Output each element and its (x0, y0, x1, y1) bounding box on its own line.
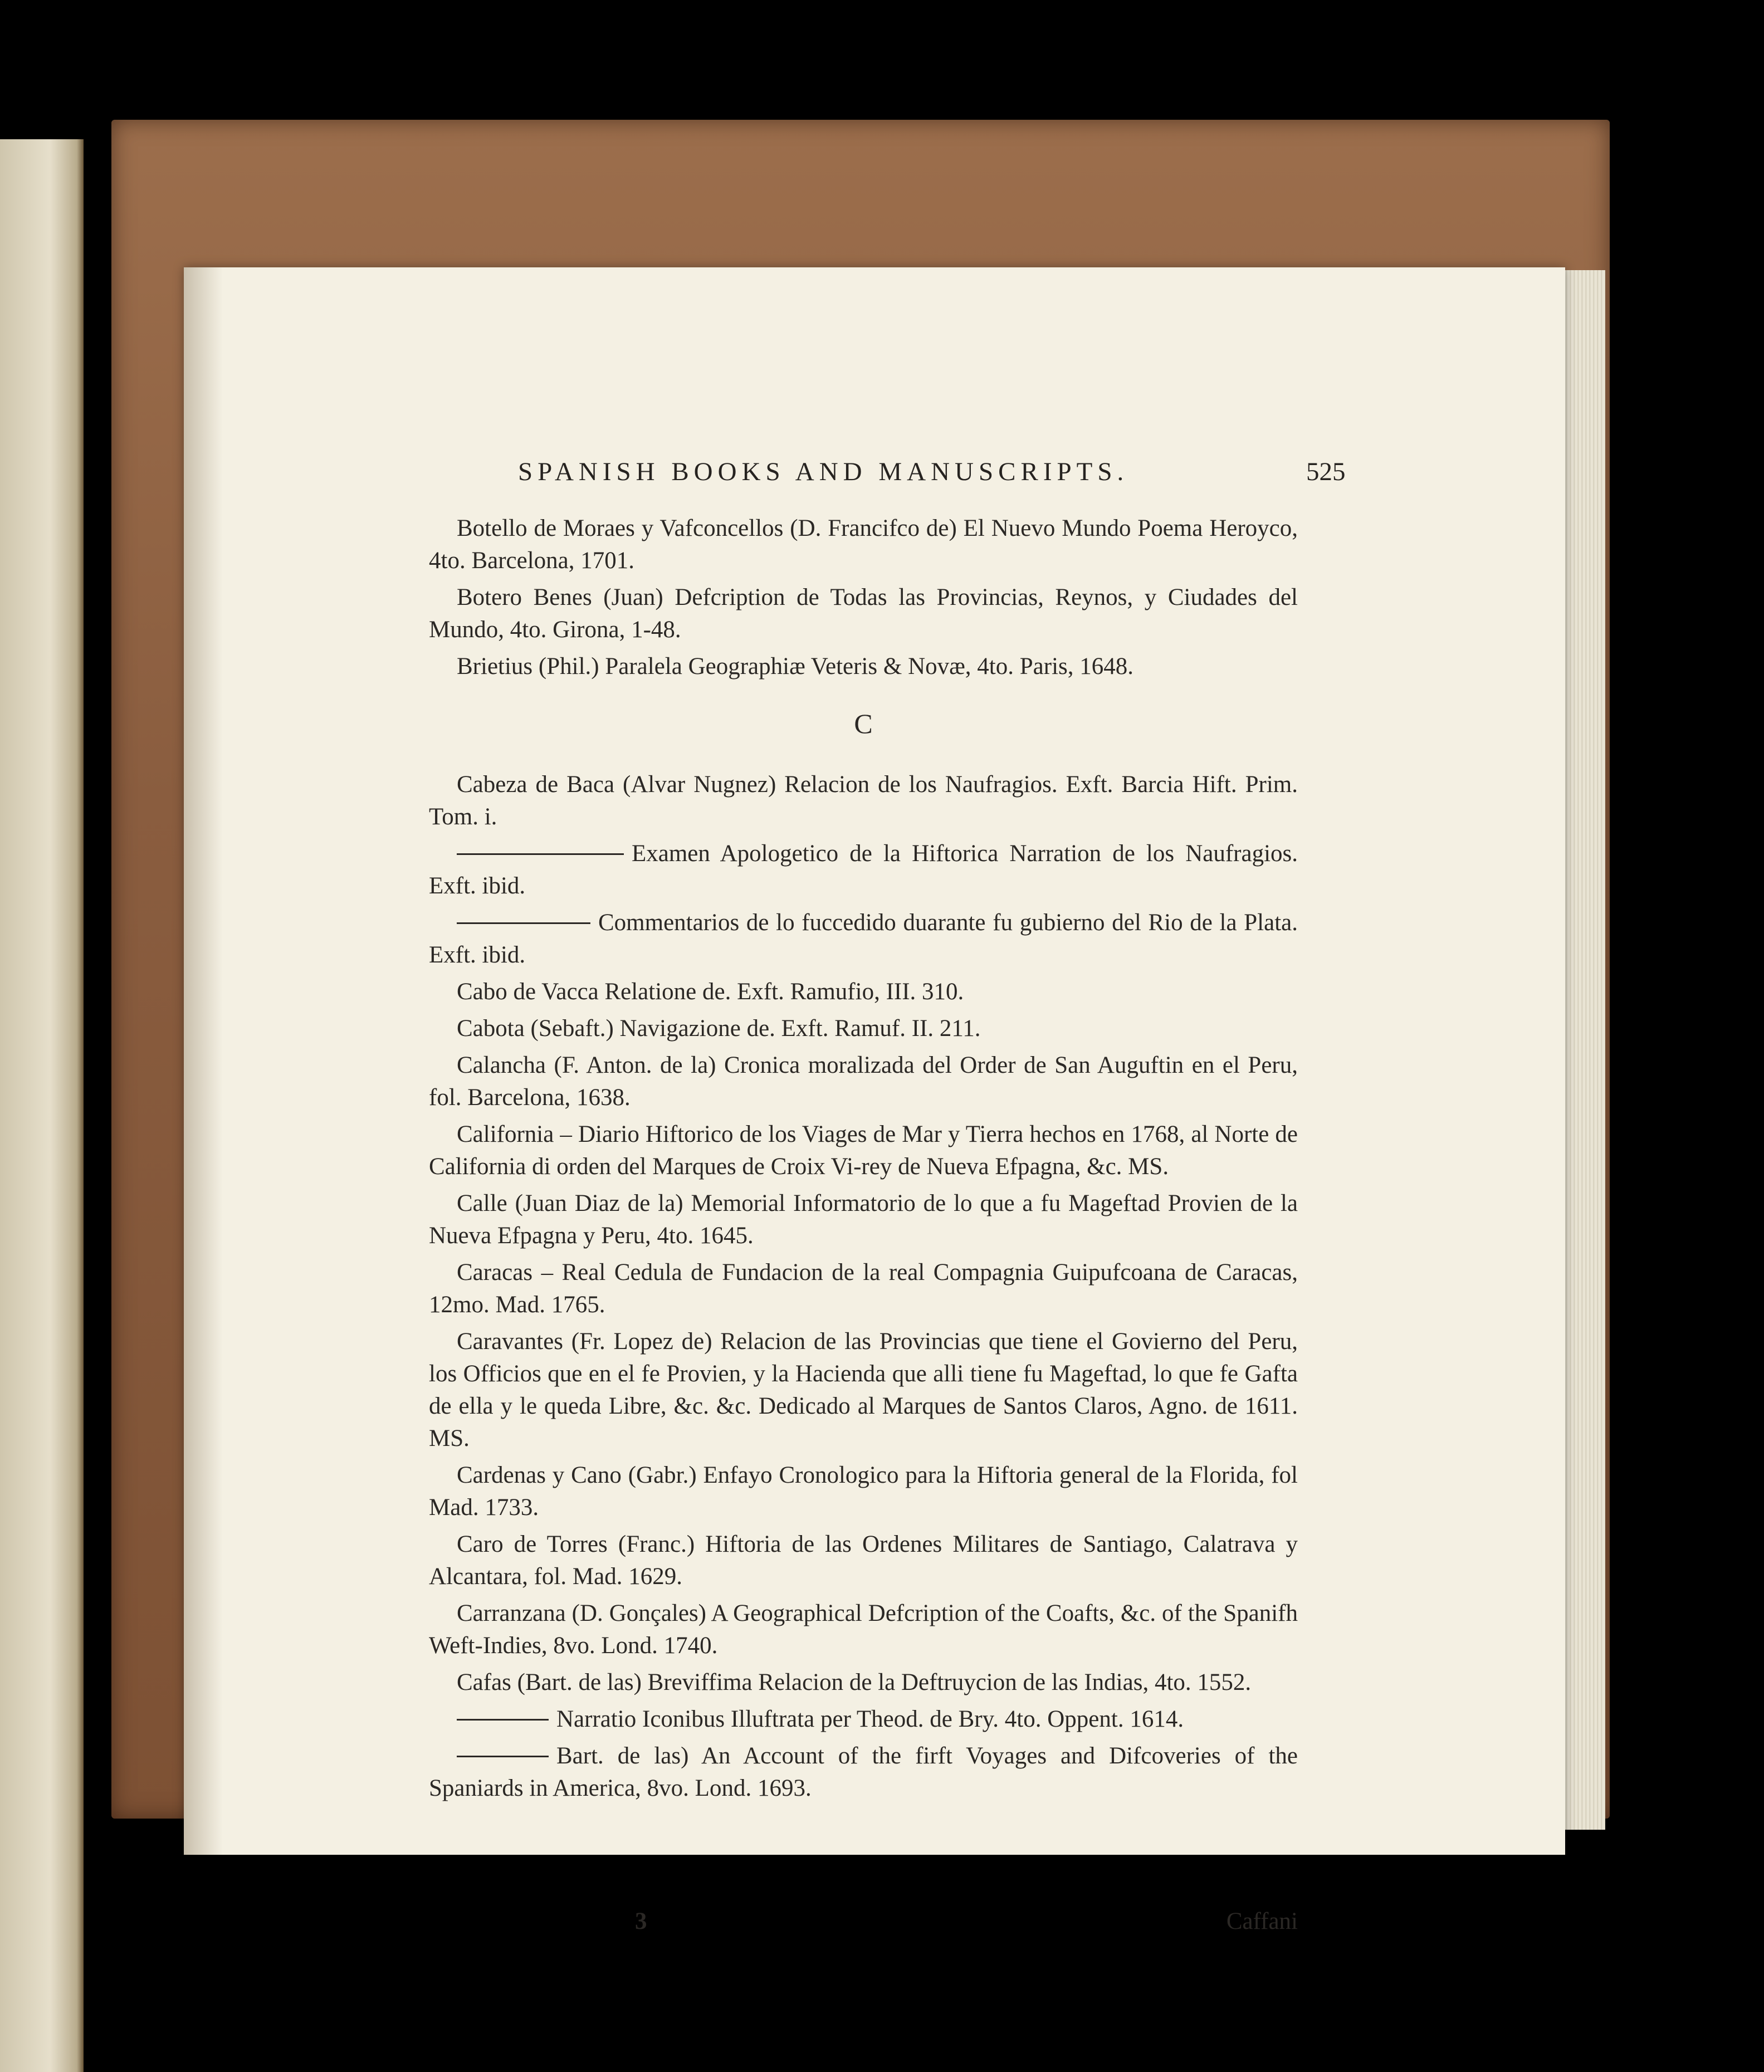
bibliography-entry (429, 769, 1298, 833)
ditto-dash (457, 1719, 549, 1721)
entries-b (429, 512, 1298, 683)
catchword: Caffani (1226, 1908, 1298, 1934)
entry-text: Carranzana (D. Gonçales) A Geographical Defcription of the Coafts, &c. of the Spanifh Weft-Indies, 8vo. Lond. 1740. (429, 1600, 1298, 1659)
signature-mark: 3 (635, 1908, 647, 1934)
page-header (184, 457, 1565, 507)
entry-text: Calancha (F. Anton. de la) Cronica moralizada del Order de San Auguftin en el Peru, fol. Barcelona, 1638. (429, 1052, 1298, 1111)
entry-text: Cardenas y Cano (Gabr.) Enfayo Cronologico para la Hiftoria general de la Florida, fol Mad. 1733. (429, 1462, 1298, 1521)
bibliography-subentry (429, 838, 1298, 902)
bibliography-entry (429, 1326, 1298, 1455)
ditto-dash (457, 853, 624, 855)
entry-text: Cafas (Bart. de las) Breviffima Relacion de la Deftruycion de las Indias, 4to. 1552. (457, 1669, 1252, 1695)
bibliography-entry (429, 1257, 1298, 1321)
bibliography-entry: Botero Benes (Juan) Defcription de Todas las Provincias, Reynos, y Ciudades del Mundo, 4to. Girona, 1-48. (429, 584, 1298, 643)
bibliography-entry (429, 1667, 1298, 1699)
entry-text: California – Diario Hiftorico de los Viages de Mar y Tierra hechos en 1768, al Norte de California di orden del Marques de Croix Vi-rey de Nueva Efpagna, &c. MS. (429, 1121, 1298, 1180)
book-page (184, 267, 1565, 1934)
bibliography-entry: Botello de Moraes y Vafconcellos (D. Francifco de) El Nuevo Mundo Poema Heroyco, 4to. Barcelona, 1701. (429, 515, 1298, 574)
bibliography-entry (429, 1528, 1298, 1593)
entry-text: Caro de Torres (Franc.) Hiftoria de las Ordenes Militares de Santiago, Calatrava y Alcantara, fol. Mad. 1629. (429, 1531, 1298, 1590)
bibliography-entry (429, 1459, 1298, 1524)
book-cover (111, 120, 1610, 1934)
page-footer (429, 1908, 1298, 1941)
bibliography-subentry (429, 907, 1298, 971)
bibliography-entry (429, 1049, 1298, 1114)
entry-text: Commentarios de lo fuccedido duarante fu gubierno del Rio de la Plata. Exft. ibid. (429, 910, 1298, 968)
bibliography-entry (429, 976, 1298, 1008)
running-title: SPANISH BOOKS AND MANUSCRIPTS. (518, 457, 1129, 486)
bibliography-entry (429, 1597, 1298, 1662)
bibliography-entry (429, 1118, 1298, 1183)
entry-text: Cabeza de Baca (Alvar Nugnez) Relacion de los Naufragios. Exft. Barcia Hift. Prim. Tom. i. (429, 771, 1298, 830)
bibliography-subentry (429, 1703, 1298, 1736)
ditto-dash (457, 1756, 549, 1757)
left-page-edge (0, 139, 84, 2072)
page-number: 525 (1306, 457, 1346, 486)
entry-text: Bart. de las) An Account of the firft Voyages and Difcoveries of the Spaniards in America, 8vo. Lond. 1693. (429, 1743, 1298, 1801)
entry-text: Cabo de Vacca Relatione de. Exft. Ramufio, III. 310. (457, 979, 964, 1005)
entry-text: Calle (Juan Diaz de la) Memorial Informatorio de lo que a fu Mageftad Provien de la Nueva Efpagna y Peru, 4to. 1645. (429, 1190, 1298, 1249)
bibliography-subentry (429, 1740, 1298, 1805)
bibliography-entry: Brietius (Phil.) Paralela Geographiæ Veteris & Novæ, 4to. Paris, 1648. (457, 653, 1134, 680)
bibliography-entry (429, 1013, 1298, 1045)
ditto-dash (457, 922, 590, 924)
section-letter: C (854, 708, 873, 739)
bibliography-entry (429, 1188, 1298, 1252)
entry-text: Caravantes (Fr. Lopez de) Relacion de las Provincias que tiene el Govierno del Peru, los Officios que en el fe Provien, y la Hacienda que alli tiene fu Mageftad, lo que fe Gafta de ella y le queda Libre, &c. &c. Dedicado al Marques de Santos Claros, Agno. de 1611. MS. (429, 1328, 1298, 1452)
bibliography-text (429, 512, 1298, 1809)
entries-c (429, 769, 1298, 1805)
entry-text: Examen Apologetico de la Hiftorica Narration de los Naufragios. Exft. ibid. (429, 840, 1298, 899)
entry-text: Caracas – Real Cedula de Fundacion de la real Compagnia Guipufcoana de Caracas, 12mo. Mad. 1765. (429, 1259, 1298, 1318)
entry-text: Narratio Iconibus Illuftrata per Theod. de Bry. 4to. Oppent. 1614. (556, 1706, 1184, 1732)
entry-text: Cabota (Sebaft.) Navigazione de. Exft. Ramuf. II. 211. (457, 1015, 981, 1042)
